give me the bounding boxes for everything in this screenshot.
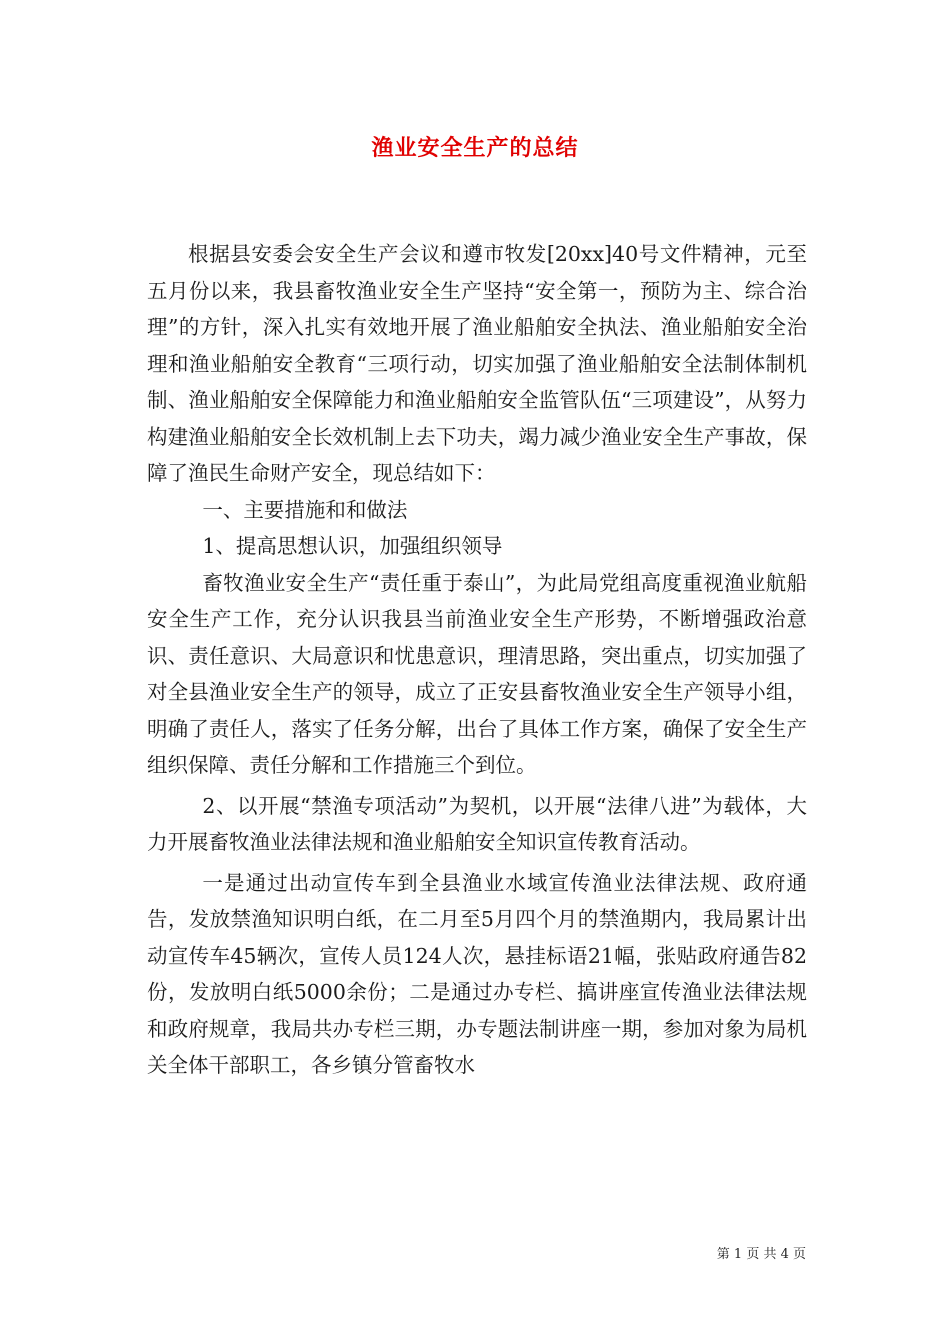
paragraph-intro: 根据县安委会安全生产会议和遵市牧发[20xx]40号文件精神，元至五月份以来，我县畜牧渔业安全生产坚持“安全第一，预防为主、综合治理”的方针，深入扎实有效地开展了渔业船舶安全执法、渔业船舶安全治理和渔业船舶安全教育“三项行动，切实加强了渔业船舶安全法制体制机制、渔业船舶安全保障能力和渔业船舶安全监管队伍“三项建设”，从努力构建渔业船舶安全长效机制上去下功夫，竭力减少渔业安全生产事故，保障了渔民生命财产安全，现总结如下：: [147, 242, 807, 485]
section-heading-measures: 一、主要措施和和做法: [202, 497, 408, 522]
subsection-heading-1: 1、提高思想认识，加强组织领导: [202, 534, 503, 558]
document-title: 渔业安全生产的总结: [371, 135, 579, 161]
paragraph-publicity: 一是通过出动宣传车到全县渔业水域宣传渔业法律法规、政府通告，发放禁渔知识明白纸，在二月至5月四个月的禁渔期内，我局累计出动宣传车45辆次，宣传人员124人次，悬挂标语21幅，张贴政府通告82份，发放明白纸5000余份；二是通过办专栏、搞讲座宣传渔业法律法规和政府规章，我局共办专栏三期，办专题法制讲座一期，参加对象为局机关全体干部职工，各乡镇分管畜牧水: [147, 870, 807, 1077]
subsection-heading-2: 2、以开展“禁渔专项活动”为契机，以开展“法律八进”为载体，大力开展畜牧渔业法律法规和渔业船舶安全知识宣传教育活动。: [147, 793, 807, 854]
document-body: [147, 236, 807, 1084]
paragraph-leadership: 畜牧渔业安全生产“责任重于泰山”，为此局党组高度重视渔业航船安全生产工作，充分认识我县当前渔业安全生产形势，不断增强政治意识、责任意识、大局意识和忧患意识，理清思路，突出重点，切实加强了对全县渔业安全生产的领导，成立了正安县畜牧渔业安全生产领导小组，明确了责任人，落实了任务分解，出台了具体工作方案，确保了安全生产组织保障、责任分解和工作措施三个到位。: [147, 570, 807, 777]
page-number-footer: 第 1 页 共 4 页: [716, 1247, 806, 1262]
